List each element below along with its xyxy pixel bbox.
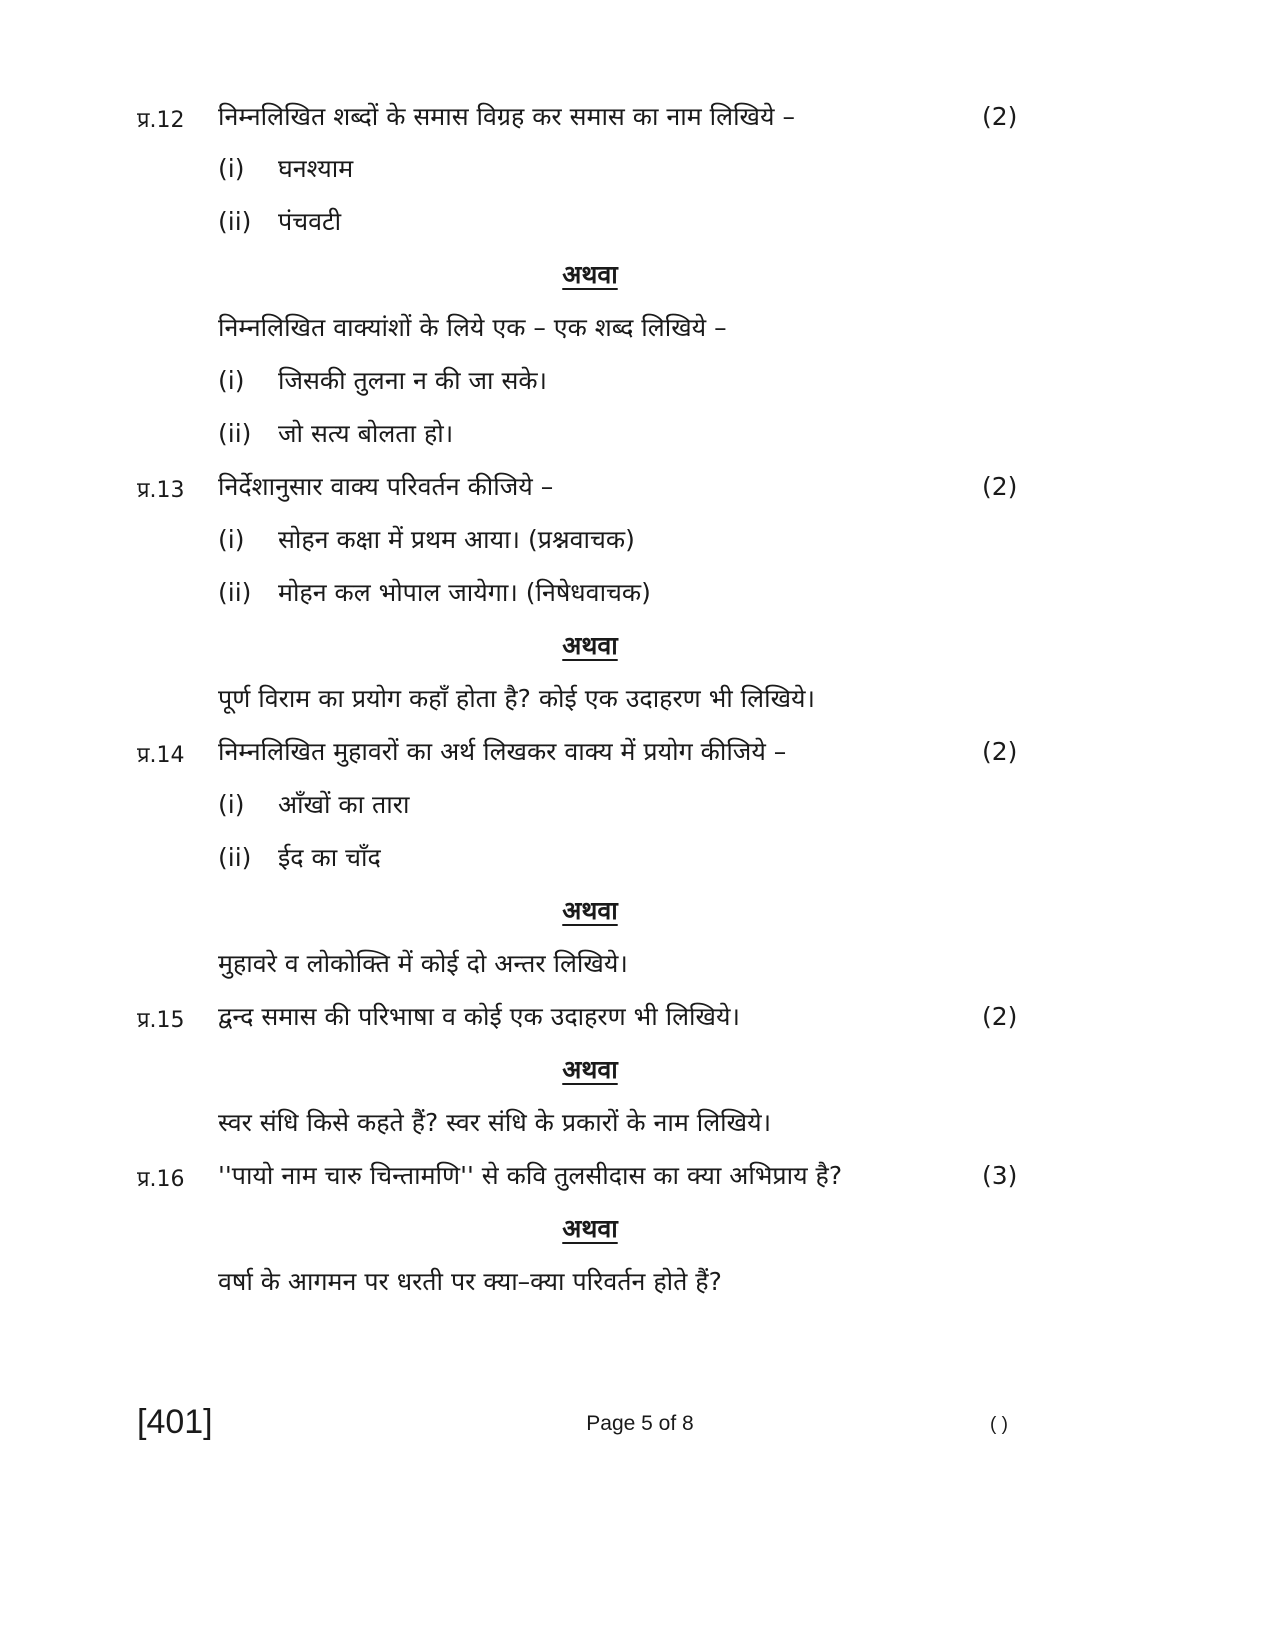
q13-opt2-text: मोहन कल भोपाल जायेगा। (निषेधवाचक) <box>278 578 651 607</box>
q14-opt1-text: आँखों का तारा <box>278 790 410 819</box>
q14-number: प्र.14 <box>137 743 185 768</box>
page-number: Page 5 of 8 <box>586 1412 694 1435</box>
q13-text: निर्देशानुसार वाक्य परिवर्तन कीजिये – <box>218 472 554 501</box>
q12-alt2-text: जो सत्य बोलता हो। <box>278 419 454 448</box>
q15-text: द्वन्द समास की परिभाषा व कोई एक उदाहरण भी लिखिये। <box>218 1002 740 1031</box>
q14-opt1-number: (i) <box>218 790 245 819</box>
q12-athva-heading: अथवा <box>562 260 618 289</box>
q14-text: निम्नलिखित मुहावरों का अर्थ लिखकर वाक्य में प्रयोग कीजिये – <box>218 737 787 766</box>
q12-opt1-text: घनश्याम <box>278 154 354 183</box>
q16-athva-heading: अथवा <box>562 1214 618 1243</box>
q16-number: प्र.16 <box>137 1167 185 1192</box>
q12-text: निम्नलिखित शब्दों के समास विग्रह कर समास का नाम लिखिये – <box>218 102 795 131</box>
q15-number: प्र.15 <box>137 1008 185 1033</box>
q14-opt2-number: (ii) <box>218 843 252 872</box>
q15-athva-heading: अथवा <box>562 1055 618 1084</box>
q14-alt-text: मुहावरे व लोकोक्ति में कोई दो अन्तर लिखिये। <box>218 949 628 978</box>
q13-athva-heading: अथवा <box>562 631 618 660</box>
q13-opt1-text: सोहन कक्षा में प्रथम आया। (प्रश्नवाचक) <box>278 525 635 554</box>
q12-alt1-number: (i) <box>218 366 245 395</box>
q12-opt1-number: (i) <box>218 154 245 183</box>
q14-opt2-text: ईद का चाँद <box>278 843 381 872</box>
q15-marks: (2) <box>982 1002 1018 1031</box>
q12-opt2-text: पंचवटी <box>278 207 342 236</box>
q12-opt2-number: (ii) <box>218 207 252 236</box>
q16-alt-text: वर्षा के आगमन पर धरती पर क्या–क्या परिवर्तन होते हैं? <box>218 1267 722 1296</box>
q12-number: प्र.12 <box>137 108 185 133</box>
q12-alt-text: निम्नलिखित वाक्यांशों के लिये एक – एक शब्द लिखिये – <box>218 313 727 342</box>
q13-marks: (2) <box>982 472 1018 501</box>
q12-alt1-text: जिसकी तुलना न की जा सके। <box>278 366 548 395</box>
q14-athva-heading: अथवा <box>562 896 618 925</box>
q13-number: प्र.13 <box>137 478 185 503</box>
q12-alt2-number: (ii) <box>218 419 252 448</box>
q16-text: ''पायो नाम चारु चिन्तामणि'' से कवि तुलसीदास का क्या अभिप्राय है? <box>218 1161 843 1190</box>
q14-marks: (2) <box>982 737 1018 766</box>
q13-alt-text: पूर्ण विराम का प्रयोग कहाँ होता है? कोई एक उदाहरण भी लिखिये। <box>218 684 816 713</box>
footer-parentheses: ( ) <box>990 1414 1008 1435</box>
q12-marks: (2) <box>982 102 1018 131</box>
q16-marks: (3) <box>982 1161 1018 1190</box>
q13-opt2-number: (ii) <box>218 578 252 607</box>
paper-code: [401] <box>137 1403 213 1441</box>
q15-alt-text: स्वर संधि किसे कहते हैं? स्वर संधि के प्रकारों के नाम लिखिये। <box>218 1108 772 1137</box>
q13-opt1-number: (i) <box>218 525 245 554</box>
